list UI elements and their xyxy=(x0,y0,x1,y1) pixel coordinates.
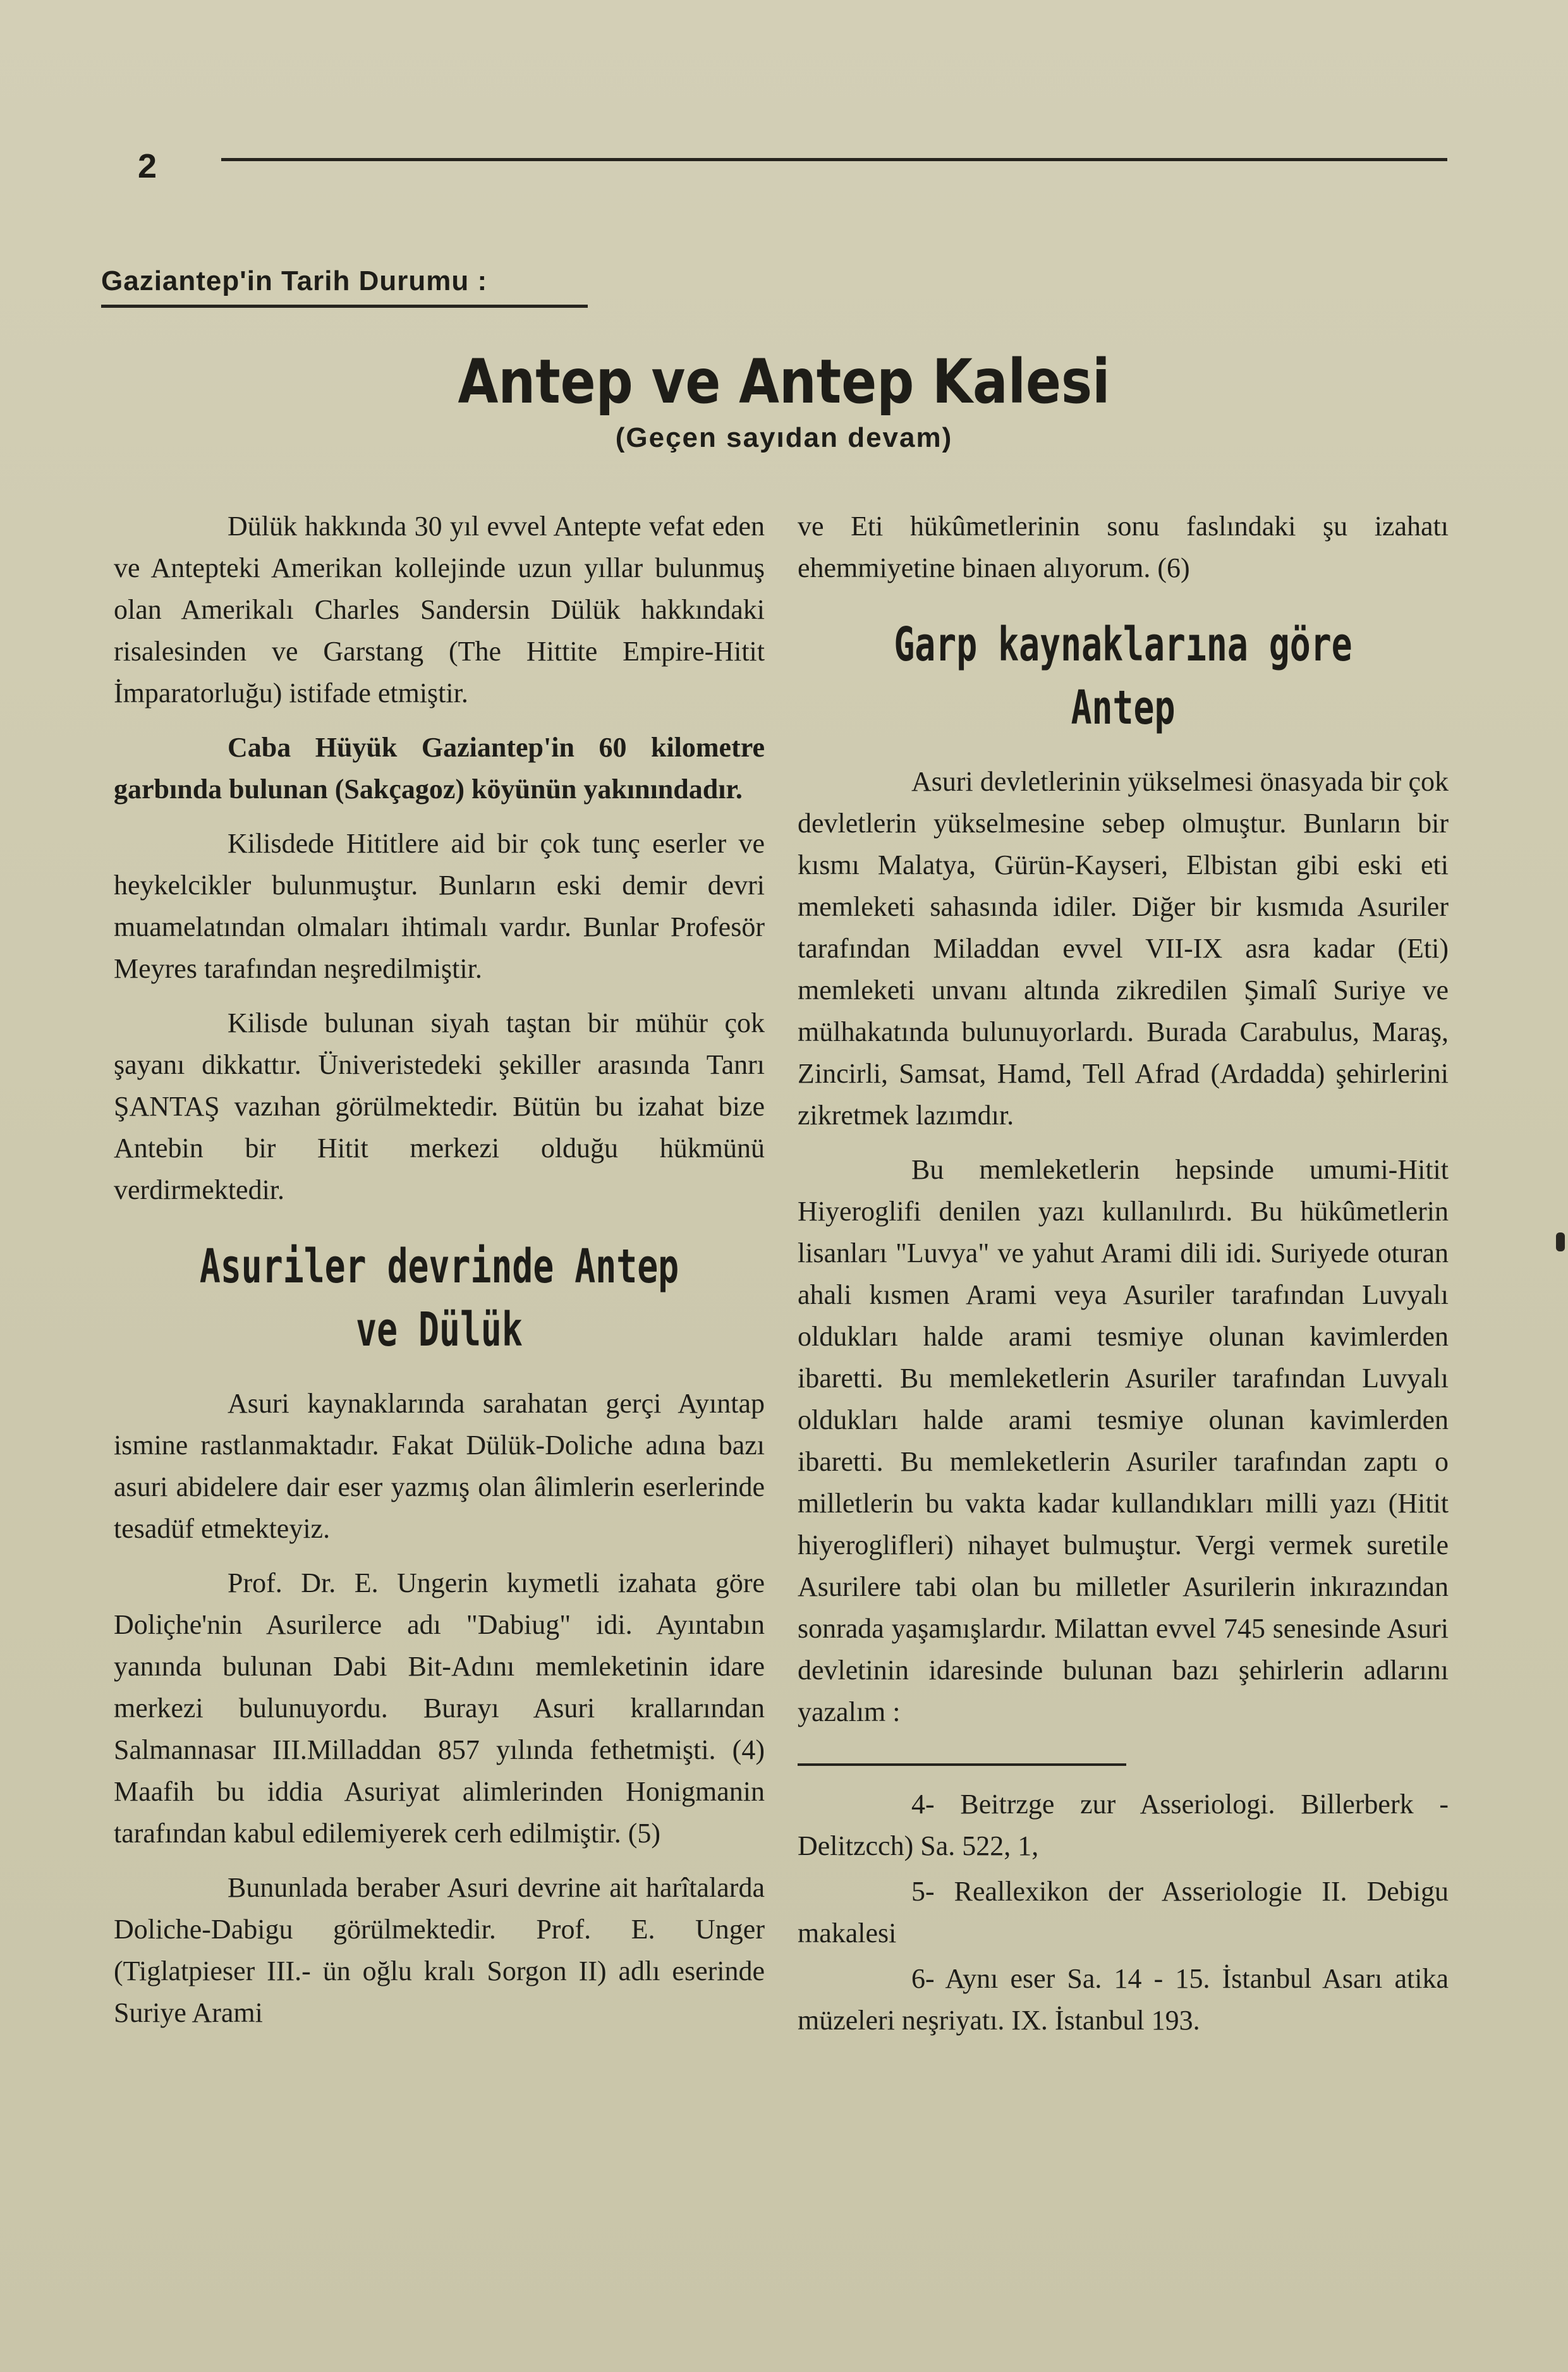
paragraph: Dülük hakkında 30 yıl evvel Antepte vefat eden ve Antepteki Amerikan kollejinde uzun yıllar bulunmuş olan Amerikalı Charles Sandersin Dülük hakkındaki risalesinden ve Garstang (The Hittite Empire-Hitit İmparatorluğu) istifade etmiştir. xyxy=(114,511,765,709)
paragraph: Caba Hüyük Gaziantep'in 60 kilometre garbında bulunan (Sakçagoz) köyünün yakınındadır. xyxy=(114,732,765,805)
article-subtitle: (Geçen sayıdan devam) xyxy=(615,422,953,453)
footnote: 6- Aynı eser Sa. 14 - 15. İstanbul Asarı atika müzeleri neşriyatı. IX. İstanbul 193. xyxy=(798,1963,1449,2036)
paragraph: ve Eti hükûmetlerinin sonu faslındaki şu izahatı ehemmiyetine binaen alıyorum. (6) xyxy=(798,511,1449,583)
page-number: 2 xyxy=(138,147,157,185)
footnotes xyxy=(798,1784,1449,2041)
section-heading: Garp kaynaklarına göre Antep xyxy=(894,617,1352,735)
article-title: Antep ve Antep Kalesi xyxy=(458,346,1110,417)
edge-mark xyxy=(1556,1232,1565,1251)
paragraph: Bununlada beraber Asuri devrine ait harîtalarda Doliche-Dabigu görülmektedir. Prof. E. Unger (Tiglatpieser III.- ün oğlu kralı Sorgon II) adlı eserinde Suriye Arami xyxy=(114,1872,765,2028)
paragraph: Kilisdede Hititlere aid bir çok tunç eserler ve heykelcikler bulunmuştur. Bunların eski demir devri muamelatından olmaları ihtimalı vardır. Bunlar Profesör Meyres tarafından neşredilmiştir. xyxy=(114,828,765,984)
footnote: 5- Reallexikon der Asseriologie II. Debigu makalesi xyxy=(798,1876,1449,1949)
paragraph: Bu memleketlerin hepsinde umumi-Hitit Hiyeroglifi denilen yazı kullanılırdı. Bu hükûmetlerin lisanları "Luvya" ve yahut Arami dili idi. Suriyede oturan ahali kısmen Arami veya Asuriler tarafından Luvyalı oldukları halde arami tesmiye olunan kavimlerden ibaretti. Bu memleketlerin Asuriler tarafından Luvyalı oldukları halde arami tesmiye olunan kavimlerden ibaretti. Bu memleketlerin Asuriler tarafından zaptı o milletlerin bu vakta kadar kullandıkları milli yazı (Hitit hiyeroglifleri) nihayet bulmuştur. Vergi vermek suretile Asurilere tabi olan bu milletler Asurilerin inkırazından sonrada yaşamışlardır. Milattan evvel 745 senesinde Asuri devletinin idaresinde bulunan bazı şehirlerin adlarını yazalım : xyxy=(798,1154,1449,1727)
paragraph: Kilisde bulunan siyah taştan bir mühür çok şayanı dikkattır. Üniveristedeki şekiller arasında Tanrı ŞANTAŞ vazıhan görülmektedir. Bütün bu izahat bize Antebin bir Hitit merkezi olduğu hükmünü verdirmektedir. xyxy=(114,1007,765,1205)
header-rule xyxy=(221,158,1447,161)
paragraph: Asuri kaynaklarında sarahatan gerçi Ayıntap ismine rastlanmaktadır. Fakat Dülük-Doliche adına bazı asuri abidelere dair eser yazmış olan âlimlerin eserlerinde tesadüf etmekteyiz. xyxy=(114,1388,765,1544)
footnote-rule xyxy=(798,1763,1126,1766)
right-column xyxy=(798,506,1449,2045)
left-column xyxy=(114,506,765,2047)
section-label: Gaziantep'in Tarih Durumu : xyxy=(101,265,588,308)
paragraph: Asuri devletlerinin yükselmesi önasyada bir çok devletlerin yükselmesine sebep olmuştur. Bunların bir kısmı Malatya, Gürün-Kayseri, Elbistan gibi eski eti memleketi sahasında idiler. Diğer bir kısmıda Asuriler tarafından Miladdan evvel VII-IX asra kadar (Eti) memleketi unvanı altında zikredilen Şimalî Suriye ve mülhakatında bulunuyorlardı. Burada Carabulus, Maraş, Zincirli, Samsat, Hamd, Tell Afrad (Ardadda) şehirlerini zikretmek lazımdır. xyxy=(798,766,1449,1131)
footnote: 4- Beitrzge zur Asseriologi. Billerberk -Delitzcch) Sa. 522, 1, xyxy=(798,1789,1449,1861)
paragraph: Prof. Dr. E. Ungerin kıymetli izahata göre Doliçhe'nin Asurilerce adı "Dabiug" idi. Ayıntabın yanında bulunan Dabi Bit-Adını memleketinin idare merkezi bulunuyordu. Burayı Asuri krallarından Salmannasar III.Milladdan 857 yılında fethetmişti. (4) Maafih bu iddia Asuriyat alimlerinden Honigmanin tarafından kabul edilemiyerek cerh edilmiştir. (5) xyxy=(114,1567,765,1849)
section-heading: Asuriler devrinde Antep ve Dülük xyxy=(199,1239,679,1357)
